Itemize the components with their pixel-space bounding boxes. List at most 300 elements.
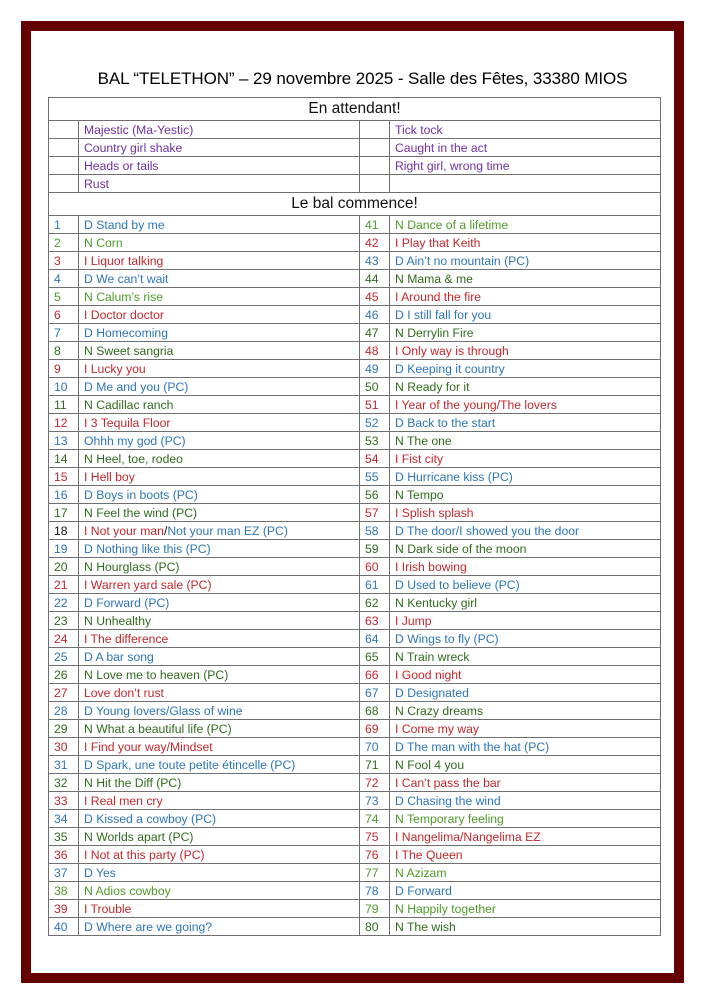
song-title-text: D Where are we going? [84, 919, 213, 934]
song-title [390, 882, 661, 900]
song-title-alt: Not your man EZ (PC) [167, 523, 288, 538]
song-number: 25 [49, 648, 79, 666]
warmup-song-right: Caught in the act [390, 139, 661, 157]
warmup-number-right [360, 121, 390, 139]
song-row [49, 594, 661, 612]
song-title-text: D Kissed a cowboy (PC) [84, 811, 217, 826]
song-row [49, 288, 661, 306]
song-title-text: I Hell boy [84, 469, 135, 484]
song-row [49, 684, 661, 702]
song-title-text: D Chasing the wind [395, 793, 501, 808]
song-number: 30 [49, 738, 79, 756]
song-title-text: I Around the fire [395, 289, 482, 304]
warmup-number-right [360, 175, 390, 193]
song-title [390, 918, 661, 936]
song-title [390, 810, 661, 828]
warmup-row [49, 157, 661, 175]
song-number: 72 [360, 774, 390, 792]
song-number: 43 [360, 252, 390, 270]
song-number: 58 [360, 522, 390, 540]
song-title [390, 648, 661, 666]
song-number: 71 [360, 756, 390, 774]
song-row [49, 414, 661, 432]
song-number: 59 [360, 540, 390, 558]
song-title-text: D Keeping it country [395, 361, 505, 376]
song-title-text: N Tempo [395, 487, 444, 502]
song-title-text: I Year of the young/The lovers [395, 397, 557, 412]
song-title-text: N Worlds apart (PC) [84, 829, 194, 844]
song-number: 22 [49, 594, 79, 612]
song-title [390, 252, 661, 270]
song-title-text: I Play that Keith [395, 235, 481, 250]
song-title [390, 414, 661, 432]
song-title [390, 450, 661, 468]
warmup-number-left [49, 139, 79, 157]
song-row [49, 324, 661, 342]
song-row [49, 612, 661, 630]
song-row [49, 666, 661, 684]
song-title-text: N Sweet sangria [84, 343, 174, 358]
song-number: 49 [360, 360, 390, 378]
song-number: 19 [49, 540, 79, 558]
song-title [390, 594, 661, 612]
song-title-text: Love don’t rust [84, 685, 164, 700]
song-title [79, 684, 360, 702]
song-title [79, 216, 360, 234]
song-title [79, 324, 360, 342]
song-number: 63 [360, 612, 390, 630]
song-title [79, 252, 360, 270]
song-title [390, 828, 661, 846]
playlist-table [48, 97, 661, 936]
song-number: 69 [360, 720, 390, 738]
page-frame [21, 21, 684, 983]
song-title [79, 270, 360, 288]
song-title-text: N What a beautiful life (PC) [84, 721, 232, 736]
song-row [49, 774, 661, 792]
song-row [49, 756, 661, 774]
song-title-text: I Good night [395, 667, 462, 682]
section-title: Le bal commence! [49, 193, 661, 216]
song-title-text: D Stand by me [84, 217, 165, 232]
song-title [79, 702, 360, 720]
song-title-text: N Fool 4 you [395, 757, 465, 772]
song-number: 8 [49, 342, 79, 360]
song-title [79, 558, 360, 576]
song-row [49, 630, 661, 648]
song-title [390, 270, 661, 288]
song-title-text: I Trouble [84, 901, 132, 916]
song-number: 35 [49, 828, 79, 846]
song-title [79, 486, 360, 504]
song-number: 75 [360, 828, 390, 846]
song-number: 54 [360, 450, 390, 468]
song-number: 5 [49, 288, 79, 306]
song-number: 44 [360, 270, 390, 288]
song-title-text: N Dance of a lifetime [395, 217, 509, 232]
song-title-text: I Splish splash [395, 505, 474, 520]
warmup-row [49, 139, 661, 157]
song-title [390, 342, 661, 360]
song-title [79, 540, 360, 558]
warmup-row [49, 175, 661, 193]
song-row [49, 846, 661, 864]
song-title [79, 828, 360, 846]
song-title-text: N Temporary feeling [395, 811, 504, 826]
song-title [79, 432, 360, 450]
song-title-text: N Love me to heaven (PC) [84, 667, 229, 682]
song-title [390, 468, 661, 486]
song-title [79, 450, 360, 468]
song-number: 33 [49, 792, 79, 810]
song-row [49, 216, 661, 234]
song-title-text: D Ain’t no mountain (PC) [395, 253, 530, 268]
song-number: 64 [360, 630, 390, 648]
song-title [390, 324, 661, 342]
song-row [49, 540, 661, 558]
song-title-text: I Only way is through [395, 343, 509, 358]
song-title [79, 576, 360, 594]
song-number: 7 [49, 324, 79, 342]
song-number: 37 [49, 864, 79, 882]
song-number: 1 [49, 216, 79, 234]
section-header-waiting [49, 98, 661, 121]
song-title-text: I Not your man [84, 523, 164, 538]
song-title [390, 738, 661, 756]
song-title-text: N Hourglass (PC) [84, 559, 180, 574]
song-title-text: N Azizam [395, 865, 447, 880]
song-title-text: N Train wreck [395, 649, 470, 664]
song-title [79, 288, 360, 306]
song-row [49, 306, 661, 324]
song-number: 76 [360, 846, 390, 864]
song-title [390, 666, 661, 684]
song-number: 16 [49, 486, 79, 504]
song-number: 47 [360, 324, 390, 342]
song-row [49, 504, 661, 522]
song-number: 74 [360, 810, 390, 828]
song-number: 27 [49, 684, 79, 702]
song-number: 15 [49, 468, 79, 486]
song-number: 46 [360, 306, 390, 324]
song-number: 28 [49, 702, 79, 720]
song-title-text: N Corn [84, 235, 123, 250]
song-title-text: N The wish [395, 919, 456, 934]
song-title [79, 414, 360, 432]
song-title-text: N Crazy dreams [395, 703, 484, 718]
song-number: 70 [360, 738, 390, 756]
song-title-text: D Nothing like this (PC) [84, 541, 211, 556]
song-title [390, 756, 661, 774]
song-title-text: I The Queen [395, 847, 463, 862]
song-number: 39 [49, 900, 79, 918]
song-row [49, 468, 661, 486]
song-row [49, 450, 661, 468]
warmup-song-left: Heads or tails [79, 157, 360, 175]
song-title-text: I 3 Tequila Floor [84, 415, 171, 430]
song-title [79, 378, 360, 396]
song-title-text: N Ready for it [395, 379, 470, 394]
song-title [79, 234, 360, 252]
song-number: 41 [360, 216, 390, 234]
song-title [390, 396, 661, 414]
song-number: 38 [49, 882, 79, 900]
song-number: 48 [360, 342, 390, 360]
song-title [79, 756, 360, 774]
song-number: 36 [49, 846, 79, 864]
song-title [390, 540, 661, 558]
song-row [49, 864, 661, 882]
song-number: 67 [360, 684, 390, 702]
song-row [49, 396, 661, 414]
song-title-text: N Calum’s rise [84, 289, 164, 304]
song-title [390, 216, 661, 234]
song-title-text: I Warren yard sale (PC) [84, 577, 212, 592]
warmup-song-left: Country girl shake [79, 139, 360, 157]
song-title-text: N Hit the Diff (PC) [84, 775, 182, 790]
song-title [390, 774, 661, 792]
song-number: 40 [49, 918, 79, 936]
song-title-text: N Derrylin Fire [395, 325, 474, 340]
song-title [390, 522, 661, 540]
song-row [49, 270, 661, 288]
song-number: 52 [360, 414, 390, 432]
song-number: 66 [360, 666, 390, 684]
song-title-text: I Nangelima/Nangelima EZ [395, 829, 541, 844]
song-number: 21 [49, 576, 79, 594]
song-number: 56 [360, 486, 390, 504]
song-number: 26 [49, 666, 79, 684]
song-number: 55 [360, 468, 390, 486]
song-title [390, 720, 661, 738]
song-title [79, 504, 360, 522]
song-row [49, 918, 661, 936]
song-title [79, 774, 360, 792]
song-title-text: I Fist city [395, 451, 444, 466]
warmup-number-right [360, 139, 390, 157]
warmup-number-left [49, 157, 79, 175]
song-number: 18 [49, 522, 79, 540]
song-title [390, 486, 661, 504]
song-number: 11 [49, 396, 79, 414]
song-title-text: D Forward [395, 883, 452, 898]
song-title-text: N Cadillac ranch [84, 397, 174, 412]
song-title-text: N Feel the wind (PC) [84, 505, 198, 520]
song-number: 34 [49, 810, 79, 828]
song-title-text: I Come my way [395, 721, 479, 736]
song-row [49, 882, 661, 900]
section-header-main [49, 193, 661, 216]
song-title [79, 882, 360, 900]
song-number: 57 [360, 504, 390, 522]
song-row [49, 558, 661, 576]
song-row [49, 378, 661, 396]
song-title-text: I Liquor talking [84, 253, 164, 268]
song-title [79, 630, 360, 648]
song-title-text: D Back to the start [395, 415, 496, 430]
song-row [49, 234, 661, 252]
song-row [49, 810, 661, 828]
song-title [79, 864, 360, 882]
song-title-text: D Yes [84, 865, 116, 880]
song-title [390, 288, 661, 306]
song-title-text: D Designated [395, 685, 469, 700]
warmup-song-right [390, 175, 661, 193]
song-row [49, 792, 661, 810]
song-row [49, 702, 661, 720]
song-number: 2 [49, 234, 79, 252]
song-title-text: I Lucky you [84, 361, 146, 376]
song-title [79, 810, 360, 828]
song-title-text: D The door/I showed you the door [395, 523, 580, 538]
song-number: 51 [360, 396, 390, 414]
song-title [79, 648, 360, 666]
warmup-song-right: Tick tock [390, 121, 661, 139]
song-title-text: N Adios cowboy [84, 883, 171, 898]
song-title [390, 432, 661, 450]
song-title-text: D Homecoming [84, 325, 168, 340]
song-title [390, 234, 661, 252]
song-row [49, 342, 661, 360]
song-title-text: D I still fall for you [395, 307, 492, 322]
song-title-text: D We can’t wait [84, 271, 169, 286]
song-number: 9 [49, 360, 79, 378]
warmup-song-right: Right girl, wrong time [390, 157, 661, 175]
song-title [79, 360, 360, 378]
song-title-text: I Jump [395, 613, 432, 628]
song-number: 45 [360, 288, 390, 306]
song-title-text: N Happily together [395, 901, 496, 916]
song-row [49, 522, 661, 540]
song-row [49, 900, 661, 918]
song-row [49, 828, 661, 846]
song-number: 53 [360, 432, 390, 450]
song-title [390, 864, 661, 882]
song-title [79, 306, 360, 324]
song-title-text: I Irish bowing [395, 559, 467, 574]
song-number: 77 [360, 864, 390, 882]
section-title: En attendant! [49, 98, 661, 121]
song-title-text: N Mama & me [395, 271, 473, 286]
song-title-text: Ohhh my god (PC) [84, 433, 186, 448]
song-title [79, 792, 360, 810]
song-title [390, 900, 661, 918]
song-number: 10 [49, 378, 79, 396]
song-title [79, 468, 360, 486]
song-number: 20 [49, 558, 79, 576]
song-title [79, 900, 360, 918]
song-title-text: D Me and you (PC) [84, 379, 189, 394]
song-number: 79 [360, 900, 390, 918]
song-title-text: N Heel, toe, rodeo [84, 451, 183, 466]
song-number: 4 [49, 270, 79, 288]
song-number: 62 [360, 594, 390, 612]
song-title [79, 396, 360, 414]
song-title-text: D Young lovers/Glass of wine [84, 703, 243, 718]
song-number: 65 [360, 648, 390, 666]
song-title-text: D A bar song [84, 649, 154, 664]
warmup-number-left [49, 175, 79, 193]
song-row [49, 720, 661, 738]
song-title-text: D Spark, une toute petite étincelle (PC) [84, 757, 296, 772]
song-title-text: D Hurricane kiss (PC) [395, 469, 513, 484]
song-title-text: I Real men cry [84, 793, 163, 808]
warmup-number-right [360, 157, 390, 175]
song-number: 50 [360, 378, 390, 396]
warmup-number-left [49, 121, 79, 139]
song-title [390, 684, 661, 702]
song-row [49, 252, 661, 270]
song-title-text: I Doctor doctor [84, 307, 164, 322]
song-title [79, 666, 360, 684]
warmup-song-left: Rust [79, 175, 360, 193]
song-number: 17 [49, 504, 79, 522]
slash-separator: / [163, 523, 168, 538]
song-title-text: D Used to believe (PC) [395, 577, 520, 592]
song-title [390, 504, 661, 522]
song-number: 42 [360, 234, 390, 252]
song-row [49, 432, 661, 450]
song-number: 12 [49, 414, 79, 432]
song-title [390, 558, 661, 576]
warmup-song-left: Majestic (Ma-Yestic) [79, 121, 360, 139]
song-row [49, 648, 661, 666]
song-row [49, 360, 661, 378]
song-title [390, 630, 661, 648]
page-title: BAL “TELETHON” – 29 novembre 2025 - Salle des Fêtes, 33380 MIOS [97, 69, 628, 88]
song-title [79, 738, 360, 756]
song-number: 31 [49, 756, 79, 774]
song-title [79, 612, 360, 630]
song-title [390, 306, 661, 324]
warmup-row [49, 121, 661, 139]
song-title-text: I Not at this party (PC) [84, 847, 205, 862]
song-number: 60 [360, 558, 390, 576]
song-title [79, 342, 360, 360]
song-title [79, 522, 360, 540]
song-number: 73 [360, 792, 390, 810]
song-title-text: N Unhealthy [84, 613, 152, 628]
song-row [49, 486, 661, 504]
song-title-text: N Dark side of the moon [395, 541, 527, 556]
song-title [79, 720, 360, 738]
song-title [390, 360, 661, 378]
song-title-text: D Boys in boots (PC) [84, 487, 198, 502]
song-title-text: I Find your way/Mindset [84, 739, 213, 754]
song-title [390, 612, 661, 630]
song-number: 32 [49, 774, 79, 792]
song-number: 78 [360, 882, 390, 900]
song-number: 80 [360, 918, 390, 936]
song-title-text: D Wings to fly (PC) [395, 631, 499, 646]
song-title-text: N The one [395, 433, 452, 448]
song-title [390, 846, 661, 864]
song-title [390, 378, 661, 396]
song-title-text: D Forward (PC) [84, 595, 170, 610]
song-number: 6 [49, 306, 79, 324]
song-title [390, 702, 661, 720]
song-number: 13 [49, 432, 79, 450]
song-number: 23 [49, 612, 79, 630]
song-title [79, 846, 360, 864]
song-number: 68 [360, 702, 390, 720]
song-number: 24 [49, 630, 79, 648]
song-number: 29 [49, 720, 79, 738]
song-title [79, 594, 360, 612]
song-title-text: I Can’t pass the bar [395, 775, 501, 790]
song-number: 14 [49, 450, 79, 468]
song-title-text: D The man with the hat (PC) [395, 739, 550, 754]
